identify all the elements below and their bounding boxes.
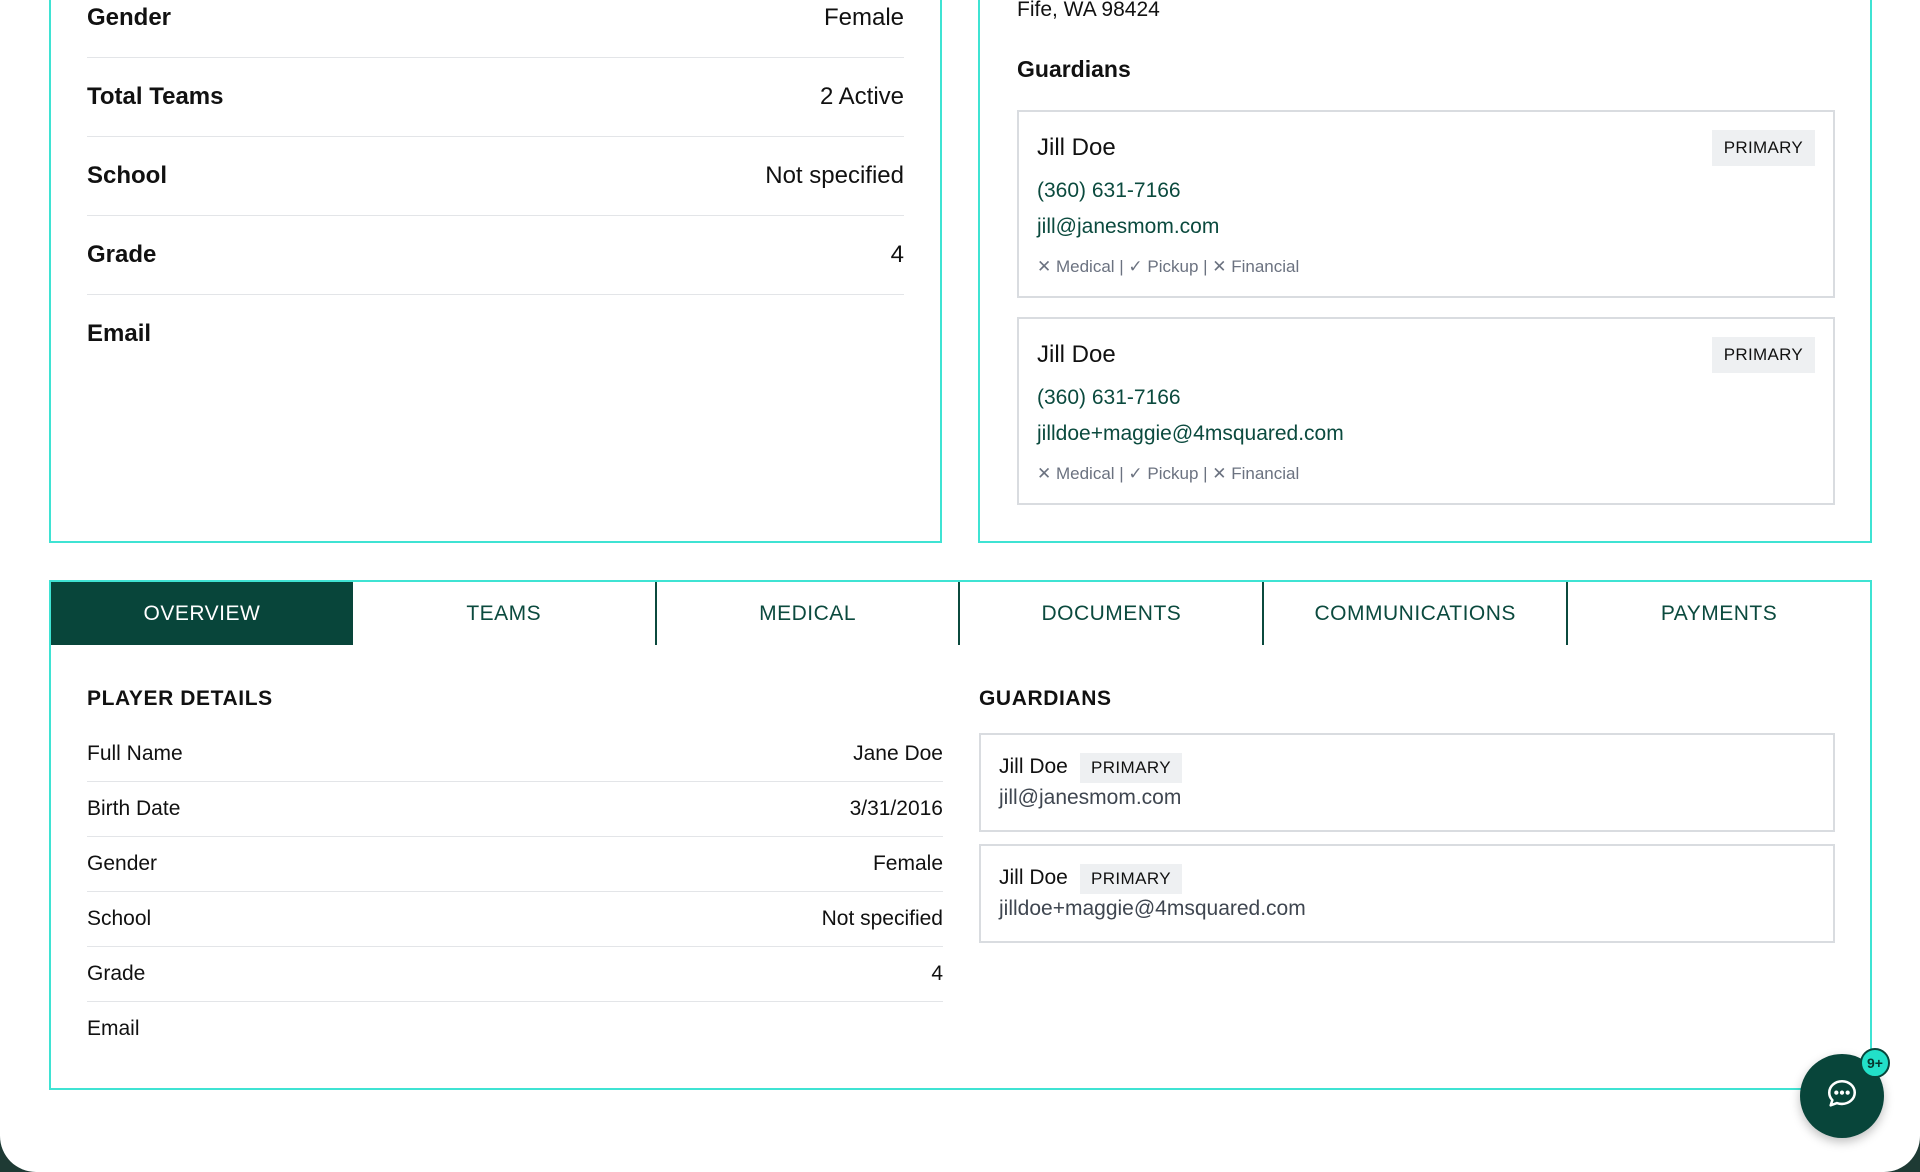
guardian-card [1017,110,1835,298]
info-row-email [87,294,904,373]
tab-medical[interactable]: MEDICAL [657,582,961,645]
detail-label: Grade [87,961,146,985]
info-value: 4 [890,240,904,268]
detail-row-school [87,891,943,947]
primary-badge: PRIMARY [1080,864,1182,894]
guardian-name: Jill Doe [1037,341,1116,368]
address-line: Fife, WA 98424 [1017,0,1160,21]
tab-teams[interactable]: TEAMS [353,582,657,645]
detail-row-gender [87,836,943,892]
overview-panel [49,645,1872,1090]
detail-value: Jane Doe [853,741,943,765]
info-value: 2 Active [819,82,904,110]
guardian-email: jilldoe+maggie@4msquared.com [999,897,1306,920]
info-label: Email [87,319,152,347]
tab-payments[interactable]: PAYMENTS [1660,601,1778,625]
unread-count-badge: 9+ [1860,1048,1890,1078]
primary-badge: PRIMARY [1712,337,1815,373]
guardian-name: Jill Doe [1037,134,1116,161]
primary-badge: PRIMARY [1712,130,1815,166]
guardian-phone-link[interactable]: (360) 631-7166 [1037,179,1181,202]
chat-bubble-icon [1825,1077,1859,1116]
info-row-school [87,136,904,216]
detail-row-grade [87,946,943,1002]
info-row-gender [87,0,904,58]
info-label: Gender [87,3,172,31]
guardians-title: GUARDIANS [979,687,1112,710]
info-row-grade [87,215,904,295]
contact-panel [978,0,1872,543]
guardian-card [1017,317,1835,505]
guardian-email: jill@janesmom.com [999,786,1182,809]
guardian-permissions: ✕ Medical | ✓ Pickup | ✕ Financial [1037,464,1300,483]
detail-value: 4 [931,961,943,985]
profile-tabs [49,580,1872,647]
tab-communications[interactable]: COMMUNICATIONS [1264,582,1568,645]
detail-label: Gender [87,851,158,875]
detail-value: Female [872,851,943,875]
detail-label: School [87,906,152,930]
detail-row-birth-date [87,781,943,837]
guardian-summary-card [979,733,1835,832]
player-details-title: PLAYER DETAILS [87,687,273,710]
info-label: School [87,161,168,189]
guardian-email-link[interactable]: jill@janesmom.com [1037,215,1220,238]
detail-label: Full Name [87,741,183,765]
tab-overview[interactable]: OVERVIEW [51,582,353,645]
info-value: Not specified [765,161,904,189]
guardian-phone-link[interactable]: (360) 631-7166 [1037,386,1181,409]
guardians-heading: Guardians [1017,56,1131,82]
detail-row-email [87,1001,943,1056]
detail-row-full-name [87,726,943,782]
player-info-panel [49,0,942,543]
guardian-summary-card [979,844,1835,943]
primary-badge: PRIMARY [1080,753,1182,783]
info-value: Female [823,3,904,31]
detail-label: Email [87,1016,140,1040]
info-row-total-teams [87,57,904,137]
guardian-email-link[interactable]: jilldoe+maggie@4msquared.com [1037,422,1344,445]
tab-documents[interactable]: DOCUMENTS [960,582,1264,645]
guardian-name: Jill Doe [999,755,1068,778]
detail-value: Not specified [821,906,943,930]
guardian-permissions: ✕ Medical | ✓ Pickup | ✕ Financial [1037,257,1300,276]
info-label: Total Teams [87,82,224,110]
detail-value: 3/31/2016 [849,796,943,820]
info-label: Grade [87,240,157,268]
guardian-name: Jill Doe [999,866,1068,889]
detail-label: Birth Date [87,796,181,820]
